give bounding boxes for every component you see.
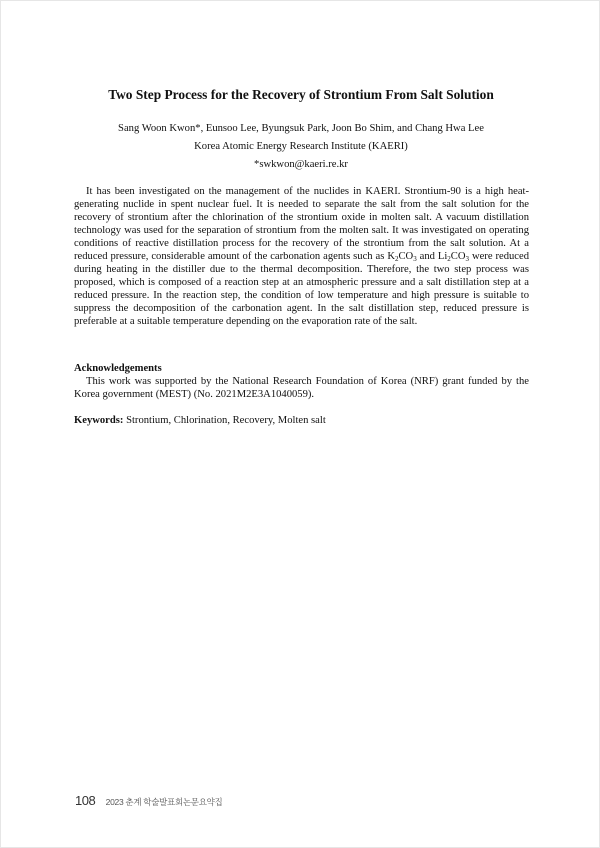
abstract-section — [74, 185, 529, 328]
page-number: 108 — [75, 793, 96, 808]
chem-formula-li2co3: $Li_2CO_3$ — [437, 251, 470, 263]
acknowledgements-heading: Acknowledgements — [74, 363, 162, 374]
corresponding-email: *swkwon@kaeri.re.kr — [254, 159, 348, 170]
keywords-list: Strontium, Chlorination, Recovery, Molten salt — [123, 415, 326, 426]
proceedings-title: 2023 춘계 학술발표회논문요약집 — [105, 797, 223, 807]
page-footer — [75, 792, 222, 810]
paper-title: Two Step Process for the Recovery of Strontium From Salt Solution — [108, 87, 494, 102]
keywords-section — [74, 414, 529, 427]
acknowledgements-section — [74, 362, 529, 401]
keywords-label: Keywords: — [74, 415, 124, 426]
author-affiliation: Korea Atomic Energy Research Institute (KAERI) — [194, 141, 408, 152]
author-list: Sang Woon Kwon*, Eunsoo Lee, Byungsuk Park, Joon Bo Shim, and Chang Hwa Lee — [118, 123, 484, 134]
chem-formula-k2co3: $K_2CO_3$ — [387, 251, 417, 263]
abstract-paragraph: It has been investigated on the management of the nuclides in KAERI. Strontium-90 is a high heat-generating nuclide in spent nuclear fuel. It is needed to separate the salt from the salt solution for the recovery of strontium after the chlorination of the strontium oxide in molten salt. A vacuum distillation technology was used for the separation of strontium from the molten salt. It was investigated on operating conditions of reactive distillation process for the recovery of the strontium from the salt solution. At a reduced pressure, considerable amount of the carbonation agents such as $K_2CO_3$ and $Li_2CO_3$ were reduced during heating in the distiller due to the thermal decomposition. Therefore, the two step process was proposed, which is composed of a reaction step at an atmospheric pressure and a salt distillation step at a reduced pressure. In the reaction step, the condition of low temperature and high pressure is suitable to suppress the decomposition of the carbonation agent. In the salt distillation step, reduced pressure is preferable at a suitable temperature depending on the evaporation rate of the salt. — [74, 186, 530, 327]
acknowledgements-text: This work was supported by the National Research Foundation of Korea (NRF) grant funded by the Korea government (MEST) (No. 2021M2E3A1040059). — [74, 376, 529, 400]
